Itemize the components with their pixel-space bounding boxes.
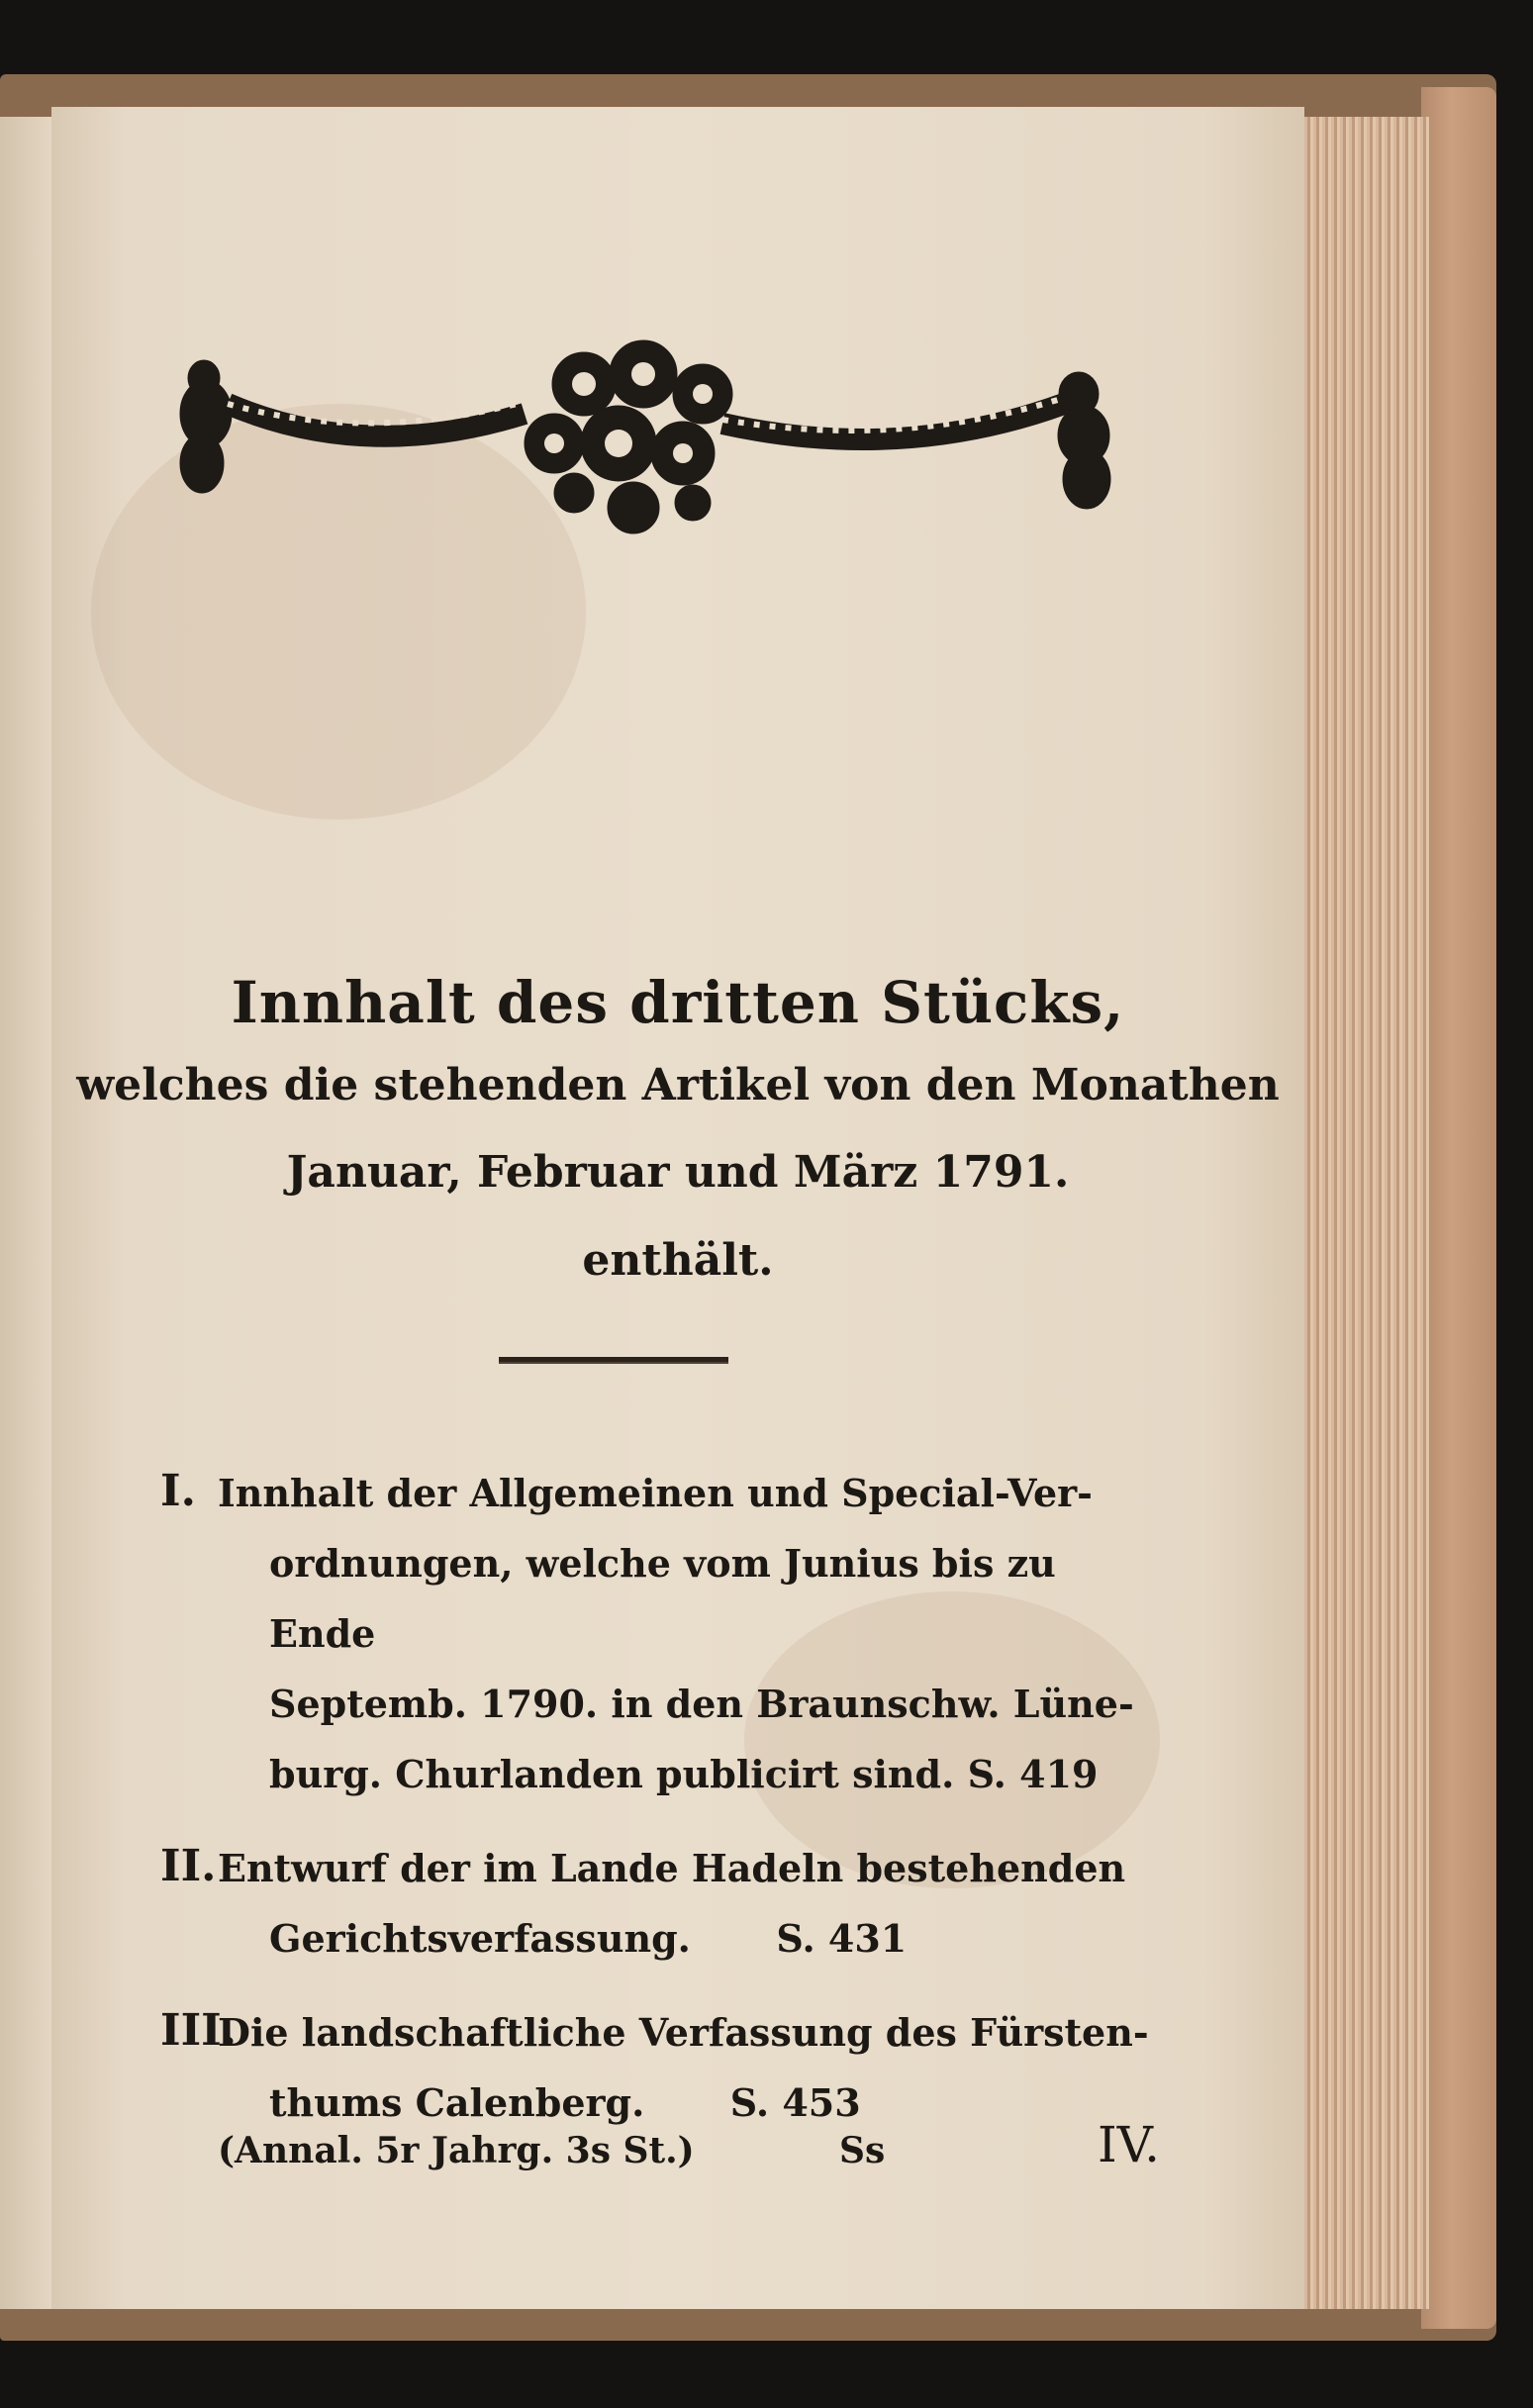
entry-text: Innhalt der Allgemeinen und Special-Ver-	[218, 1471, 1093, 1515]
garland-ornament-icon	[168, 295, 1118, 552]
page-reference: S. 453	[729, 2080, 861, 2125]
entry-text: burg. Churlanden publicirt sind.	[269, 1752, 955, 1796]
contents-list	[160, 1458, 1160, 2162]
entry-text: Die landschaftliche Verfassung des Fürsten-	[218, 2010, 1149, 2055]
signature-line: (Annal. 5r Jahrg. 3s St.)	[218, 2130, 695, 2171]
entry-number: I.	[160, 1466, 196, 1516]
entry-text: Entwurf der im Lande Hadeln bestehenden	[218, 1846, 1126, 1890]
entry-number: II.	[160, 1841, 217, 1891]
catchword: IV.	[1097, 2116, 1160, 2173]
entry-number: III.	[160, 2005, 238, 2056]
heading-line: Innhalt des dritten Stücks,	[231, 969, 1125, 1036]
contents-entry	[160, 1833, 1160, 1974]
page-footer	[218, 2116, 1160, 2185]
book-page	[51, 107, 1304, 2309]
entry-text: Septemb. 1790. in den Braunschw. Lüne-	[269, 1682, 1134, 1726]
page-reference: S. 431	[776, 1916, 908, 1961]
contents-entry	[160, 1458, 1160, 1809]
cover-edge	[1421, 87, 1496, 2329]
page-reference: S. 419	[967, 1752, 1099, 1796]
divider-rule	[499, 1357, 728, 1364]
contents-heading	[51, 963, 1304, 1305]
entry-text: ordnungen, welche vom Junius bis zu Ende	[269, 1541, 1056, 1656]
subheading-line: welches die stehenden Artikel von den Monathen	[76, 1060, 1280, 1110]
subheading-line: enthält.	[582, 1235, 774, 1286]
entry-text: Gerichtsverfassung.	[269, 1916, 691, 1961]
previous-page-edge	[0, 117, 53, 2309]
signature-mark: Ss	[839, 2130, 886, 2171]
entry-text: thums Calenberg.	[269, 2080, 645, 2125]
subheading-line: Januar, Februar und März 1791.	[286, 1147, 1070, 1198]
page-edges	[1304, 117, 1429, 2309]
